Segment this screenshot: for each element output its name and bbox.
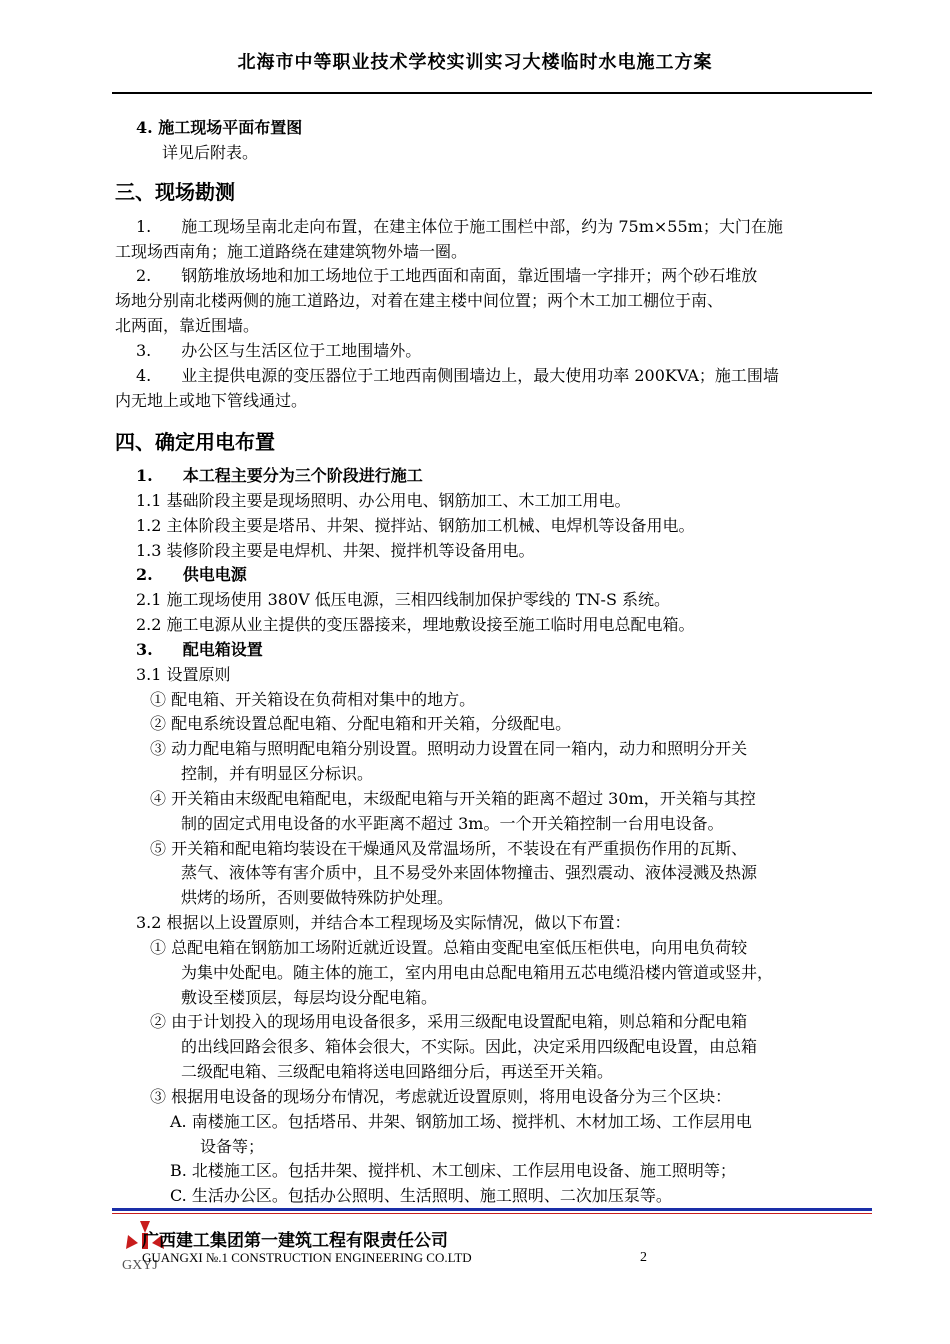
paragraph-line: 4. 施工现场平面布置图 <box>136 118 303 137</box>
section-heading: 三、现场勘测 <box>115 180 235 204</box>
section-heading: 四、确定用电布置 <box>115 430 275 454</box>
paragraph-line: 2.1 施工现场使用 380V 低压电源，三相四线制加保护零线的 TN-S 系统。 <box>136 590 671 609</box>
paragraph-line: 内无地上或地下管线通过。 <box>115 391 308 410</box>
paragraph-line: ① 配电箱、开关箱设在负荷相对集中的地方。 <box>150 690 476 709</box>
paragraph-line: 4. 业主提供电源的变压器位于工地西南侧围墙边上，最大使用功率 200KVA；施工围墙 <box>136 366 779 385</box>
paragraph-line: 的出线回路会很多、箱体会很大，不实际。因此，决定采用四级配电设置，由总箱 <box>181 1037 758 1056</box>
paragraph-line: 制的固定式用电设备的水平距离不超过 3m。一个开关箱控制一台用电设备。 <box>181 814 724 833</box>
paragraph-line: ① 总配电箱在钢筋加工场附近就近设置。总箱由变配电室低压柜供电，向用电负荷较 <box>150 938 748 957</box>
paragraph-line: 3. 配电箱设置 <box>136 640 263 659</box>
paragraph-line: 详见后附表。 <box>162 143 259 162</box>
paragraph-line: ⑤ 开关箱和配电箱均装设在干燥通风及常温场所，不装设在有严重损伤作用的瓦斯、 <box>150 839 748 858</box>
paragraph-line: 工现场西南角；施工道路绕在建建筑物外墙一圈。 <box>115 242 468 261</box>
paragraph-line: 北两面，靠近围墙。 <box>115 316 260 335</box>
paragraph-line: 场地分别南北楼两侧的施工道路边，对着在建主楼中间位置；两个木工加工棚位于南、 <box>115 291 724 310</box>
paragraph-line: 1.2 主体阶段主要是塔吊、井架、搅拌站、钢筋加工机械、电焊机等设备用电。 <box>136 516 695 535</box>
paragraph-line: ② 由于计划投入的现场用电设备很多，采用三级配电设置配电箱，则总箱和分配电箱 <box>150 1012 748 1031</box>
paragraph-line: 为集中处配电。随主体的施工，室内用电由总配电箱用五芯电缆沿楼内管道或竖井， <box>181 963 774 982</box>
page-header-title: 北海市中等职业技术学校实训实习大楼临时水电施工方案 <box>237 52 713 73</box>
paragraph-line: 设备等； <box>200 1137 265 1156</box>
paragraph-line: 敷设至楼顶层，每层均设分配电箱。 <box>181 988 438 1007</box>
paragraph-line: ② 配电系统设置总配电箱、分配电箱和开关箱，分级配电。 <box>150 714 572 733</box>
paragraph-line: 1. 本工程主要分为三个阶段进行施工 <box>136 466 423 485</box>
paragraph-line: C. 生活办公区。包括办公照明、生活照明、施工照明、二次加压泵等。 <box>170 1186 672 1205</box>
paragraph-line: 2. 供电电源 <box>136 565 247 584</box>
paragraph-line: 2.2 施工电源从业主提供的变压器接来，埋地敷设接至施工临时用电总配电箱。 <box>136 615 695 634</box>
paragraph-line: ③ 根据用电设备的现场分布情况，考虑就近设置原则，将用电设备分为三个区块： <box>150 1087 732 1106</box>
footer-rule-red <box>112 1213 872 1214</box>
paragraph-line: B. 北楼施工区。包括井架、搅拌机、木工刨床、工作层用电设备、施工照明等； <box>170 1161 736 1180</box>
paragraph-line: 3. 办公区与生活区位于工地围墙外。 <box>136 341 422 360</box>
footer-company-name-en: GUANGXI №.1 CONSTRUCTION ENGINEERING CO.LTD <box>142 1250 472 1265</box>
paragraph-line: 3.2 根据以上设置原则，并结合本工程现场及实际情况，做以下布置： <box>136 913 631 932</box>
logo-text: GXYJ <box>122 1258 158 1273</box>
paragraph-line: 2. 钢筋堆放场地和加工场地位于工地西面和南面，靠近围墙一字排开；两个砂石堆放 <box>136 266 758 285</box>
paragraph-line: 1. 施工现场呈南北走向布置，在建主体位于施工围栏中部，约为 75m×55m；大门在施 <box>136 217 783 236</box>
paragraph-line: ③ 动力配电箱与照明配电箱分别设置。照明动力设置在同一箱内，动力和照明分开关 <box>150 739 748 758</box>
footer-company-name-cn: 广西建工集团第一建筑工程有限责任公司 <box>142 1231 448 1251</box>
paragraph-line: 1.1 基础阶段主要是现场照明、办公用电、钢筋加工、木工加工用电。 <box>136 491 631 510</box>
paragraph-line: A. 南楼施工区。包括塔吊、井架、钢筋加工场、搅拌机、木材加工场、工作层用电 <box>170 1112 752 1131</box>
paragraph-line: 二级配电箱、三级配电箱将送电回路细分后，再送至开关箱。 <box>181 1062 614 1081</box>
paragraph-line: 烘烤的场所，否则要做特殊防护处理。 <box>181 888 454 907</box>
paragraph-line: ④ 开关箱由末级配电箱配电，末级配电箱与开关箱的距离不超过 30m，开关箱与其控 <box>150 789 756 808</box>
paragraph-line: 1.3 装修阶段主要是电焊机、井架、搅拌机等设备用电。 <box>136 541 535 560</box>
paragraph-line: 控制，并有明显区分标识。 <box>181 764 374 783</box>
page-number: 2 <box>640 1250 647 1265</box>
footer-rule-blue <box>112 1208 872 1211</box>
paragraph-line: 蒸气、液体等有害介质中，且不易受外来固体物撞击、强烈震动、液体浸溅及热源 <box>181 863 758 882</box>
paragraph-line: 3.1 设置原则 <box>136 665 231 684</box>
header-rule <box>112 92 872 94</box>
